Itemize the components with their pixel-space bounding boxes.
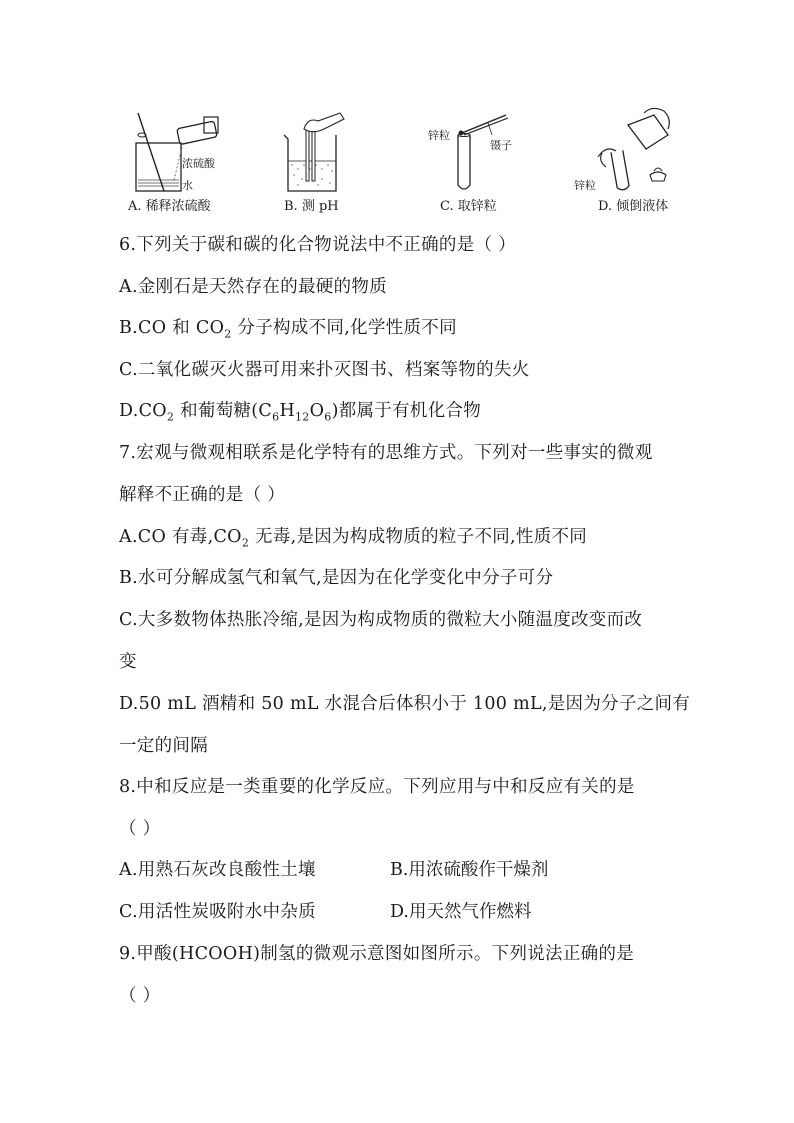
figure-c-label-tweezers: 镊子 <box>490 139 512 152</box>
q7-option-d-line1: D.50 mL 酒精和 50 mL 水混合后体积小于 100 mL,是因为分子之间有 <box>119 694 691 714</box>
figure-a-caption: A. 稀释浓硫酸 <box>128 199 211 214</box>
q6-option-a: A.金刚石是天然存在的最硬的物质 <box>119 277 387 297</box>
q9-stem-line2: （ ） <box>119 986 161 1006</box>
figure-c-label-zinc: 锌粒 <box>428 129 450 142</box>
q8-option-d: D.用天然气作燃料 <box>390 902 532 922</box>
q7-stem-line2: 解释不正确的是（ ） <box>119 485 286 505</box>
q8-stem-line2: （ ） <box>119 819 161 839</box>
figure-a-label-acid: 浓硫酸 <box>182 157 215 170</box>
q8-option-a: A.用熟石灰改良酸性土壤 <box>119 860 316 880</box>
q8-stem-line1: 8.中和反应是一类重要的化学反应。下列应用与中和反应有关的是 <box>119 777 635 797</box>
q7-stem-line1: 7.宏观与微观相联系是化学特有的思维方式。下列对一些事实的微观 <box>119 443 653 463</box>
figure-c-caption: C. 取锌粒 <box>440 199 497 214</box>
q6-stem: 6.下列关于碳和碳的化合物说法中不正确的是（ ） <box>119 235 516 255</box>
q6-option-d: $D.CO_2$ 和葡萄糖$(C_6H_{12}O_6)$都属于有机化合物 <box>119 401 482 424</box>
q7-option-a: A.CO 有毒$,CO_2$ 无毒,是因为构成物质的粒子不同,性质不同 <box>119 527 588 550</box>
measure-ph-icon <box>278 105 358 195</box>
figure-b-caption: B. 测 pH <box>284 199 339 214</box>
figure-a-label-water: 水 <box>182 179 193 192</box>
q7-option-c-line1: C.大多数物体热胀冷缩,是因为构成物质的微粒大小随温度改变而改 <box>119 610 643 630</box>
figure-c <box>418 105 528 215</box>
q8-option-b: B.用浓硫酸作干燥剂 <box>390 860 549 880</box>
q7-option-c-line2: 变 <box>119 652 137 672</box>
q6-option-c: C.二氧化碳灭火器可用来扑灭图书、档案等物的失火 <box>119 360 530 380</box>
q7-option-d-line2: 一定的间隔 <box>119 736 208 756</box>
q6-option-b: B.CO 和 $CO_2$ 分子构成不同,化学性质不同 <box>119 318 457 341</box>
q8-option-c: C.用活性炭吸附水中杂质 <box>119 902 316 922</box>
q9-stem-line1: 9.甲酸(HCOOH)制氢的微观示意图如图所示。下列说法正确的是 <box>119 944 635 964</box>
figure-a <box>118 105 238 215</box>
experiment-figures <box>118 105 678 215</box>
figure-d-label-zinc: 锌粒 <box>574 179 596 192</box>
dilute-acid-icon <box>118 105 238 195</box>
figure-b <box>278 105 358 215</box>
figure-d <box>568 105 683 215</box>
q7-option-b: B.水可分解成氢气和氧气,是因为在化学变化中分子可分 <box>119 568 554 588</box>
figure-d-caption: D. 倾倒液体 <box>598 199 669 214</box>
